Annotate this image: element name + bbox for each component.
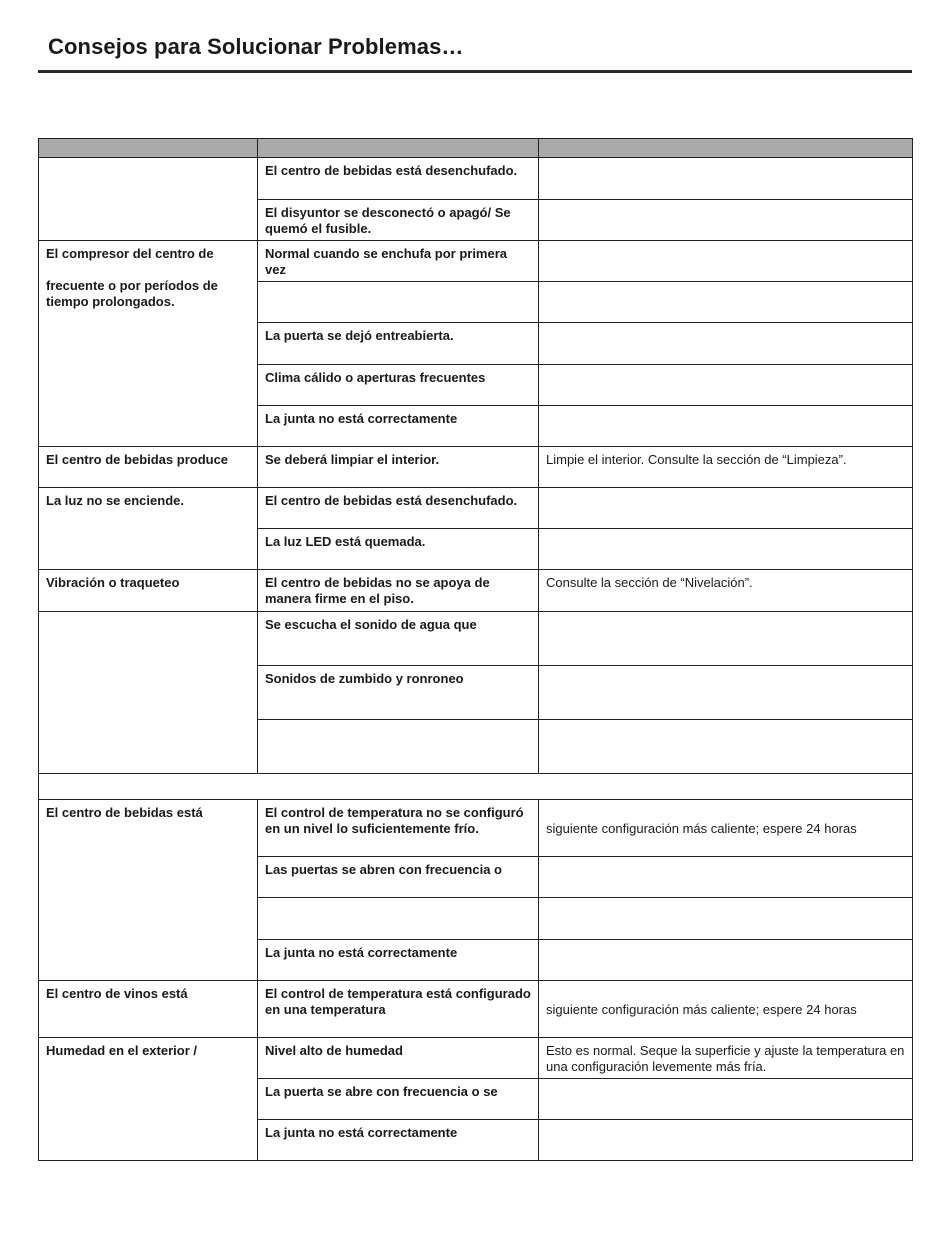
cause-cell: El disyuntor se desconectó o apagó/ Se quemó el fusible. <box>258 200 539 241</box>
problem-cell: La luz no se enciende. <box>39 488 258 570</box>
header-cell-fix <box>539 139 913 158</box>
troubleshooting-table <box>38 138 913 1161</box>
fix-cell <box>539 1120 913 1161</box>
fix-cell: Consulte la sección de “Nivelación”. <box>539 570 913 612</box>
table-row <box>39 981 913 1038</box>
fix-cell: Limpie el interior. Consulte la sección de “Limpieza”. <box>539 447 913 488</box>
header-cell-cause <box>258 139 539 158</box>
cause-cell: Sonidos de zumbido y ronroneo <box>258 666 539 720</box>
cause-cell <box>258 898 539 940</box>
table-row <box>39 774 913 800</box>
problem-cell: El centro de vinos está <box>39 981 258 1038</box>
problem-cell: Vibración o traqueteo <box>39 570 258 612</box>
fix-cell <box>539 1079 913 1120</box>
fix-cell <box>539 365 913 406</box>
fix-cell <box>539 488 913 529</box>
fix-cell <box>539 323 913 365</box>
cause-cell <box>258 282 539 323</box>
fix-cell <box>539 158 913 200</box>
cause-cell: El centro de bebidas está desenchufado. <box>258 488 539 529</box>
table-row <box>39 612 913 666</box>
cause-cell: Se escucha el sonido de agua que <box>258 612 539 666</box>
cause-cell: Las puertas se abren con frecuencia o <box>258 857 539 898</box>
fix-cell: Esto es normal. Seque la superficie y ajuste la temperatura en una configuración levemente más fría. <box>539 1038 913 1079</box>
cause-cell: La puerta se dejó entreabierta. <box>258 323 539 365</box>
fix-cell <box>539 282 913 323</box>
table-row <box>39 800 913 857</box>
cause-cell: El centro de bebidas no se apoya de manera firme en el piso. <box>258 570 539 612</box>
fix-cell <box>539 406 913 447</box>
page-title: Consejos para Solucionar Problemas… <box>48 34 464 59</box>
cause-cell: El control de temperatura está configurado en una temperatura <box>258 981 539 1038</box>
cause-cell: La junta no está correctamente <box>258 1120 539 1161</box>
cause-cell: La puerta se abre con frecuencia o se <box>258 1079 539 1120</box>
problem-text-line-b: frecuente o por períodos de tiempo prolongados. <box>46 278 218 309</box>
fix-cell <box>539 241 913 282</box>
cause-cell: El control de temperatura no se configuró en un nivel lo suficientemente frío. <box>258 800 539 857</box>
title-divider <box>38 70 912 73</box>
table-row <box>39 1038 913 1079</box>
fix-cell: siguiente configuración más caliente; espere 24 horas <box>539 981 913 1038</box>
cause-cell: Clima cálido o aperturas frecuentes <box>258 365 539 406</box>
problem-cell: El centro de bebidas está <box>39 800 258 981</box>
problem-cell: El centro de bebidas produce <box>39 447 258 488</box>
table-row <box>39 158 913 200</box>
cause-cell: Nivel alto de humedad <box>258 1038 539 1079</box>
cause-cell: La junta no está correctamente <box>258 940 539 981</box>
problem-cell <box>39 612 258 774</box>
problem-cell: Humedad en el exterior / <box>39 1038 258 1161</box>
table-header-row <box>39 139 913 158</box>
fix-cell <box>539 612 913 666</box>
cause-cell: Se deberá limpiar el interior. <box>258 447 539 488</box>
fix-cell <box>539 940 913 981</box>
cause-cell: La junta no está correctamente <box>258 406 539 447</box>
problem-text-line-a: El compresor del centro de <box>46 246 214 261</box>
cause-cell: El centro de bebidas está desenchufado. <box>258 158 539 200</box>
fix-cell: siguiente configuración más caliente; espere 24 horas <box>539 800 913 857</box>
table-row <box>39 488 913 529</box>
table-row <box>39 570 913 612</box>
fix-cell <box>539 666 913 720</box>
problem-cell <box>39 241 258 447</box>
header-cell-problem <box>39 139 258 158</box>
fix-cell <box>539 720 913 774</box>
fix-cell <box>539 529 913 570</box>
cause-cell <box>258 720 539 774</box>
cause-cell: Normal cuando se enchufa por primera vez <box>258 241 539 282</box>
full-width-cell <box>39 774 913 800</box>
cause-cell: La luz LED está quemada. <box>258 529 539 570</box>
table-row <box>39 447 913 488</box>
fix-cell <box>539 898 913 940</box>
fix-cell <box>539 200 913 241</box>
problem-cell <box>39 158 258 241</box>
fix-cell <box>539 857 913 898</box>
table-row <box>39 241 913 282</box>
